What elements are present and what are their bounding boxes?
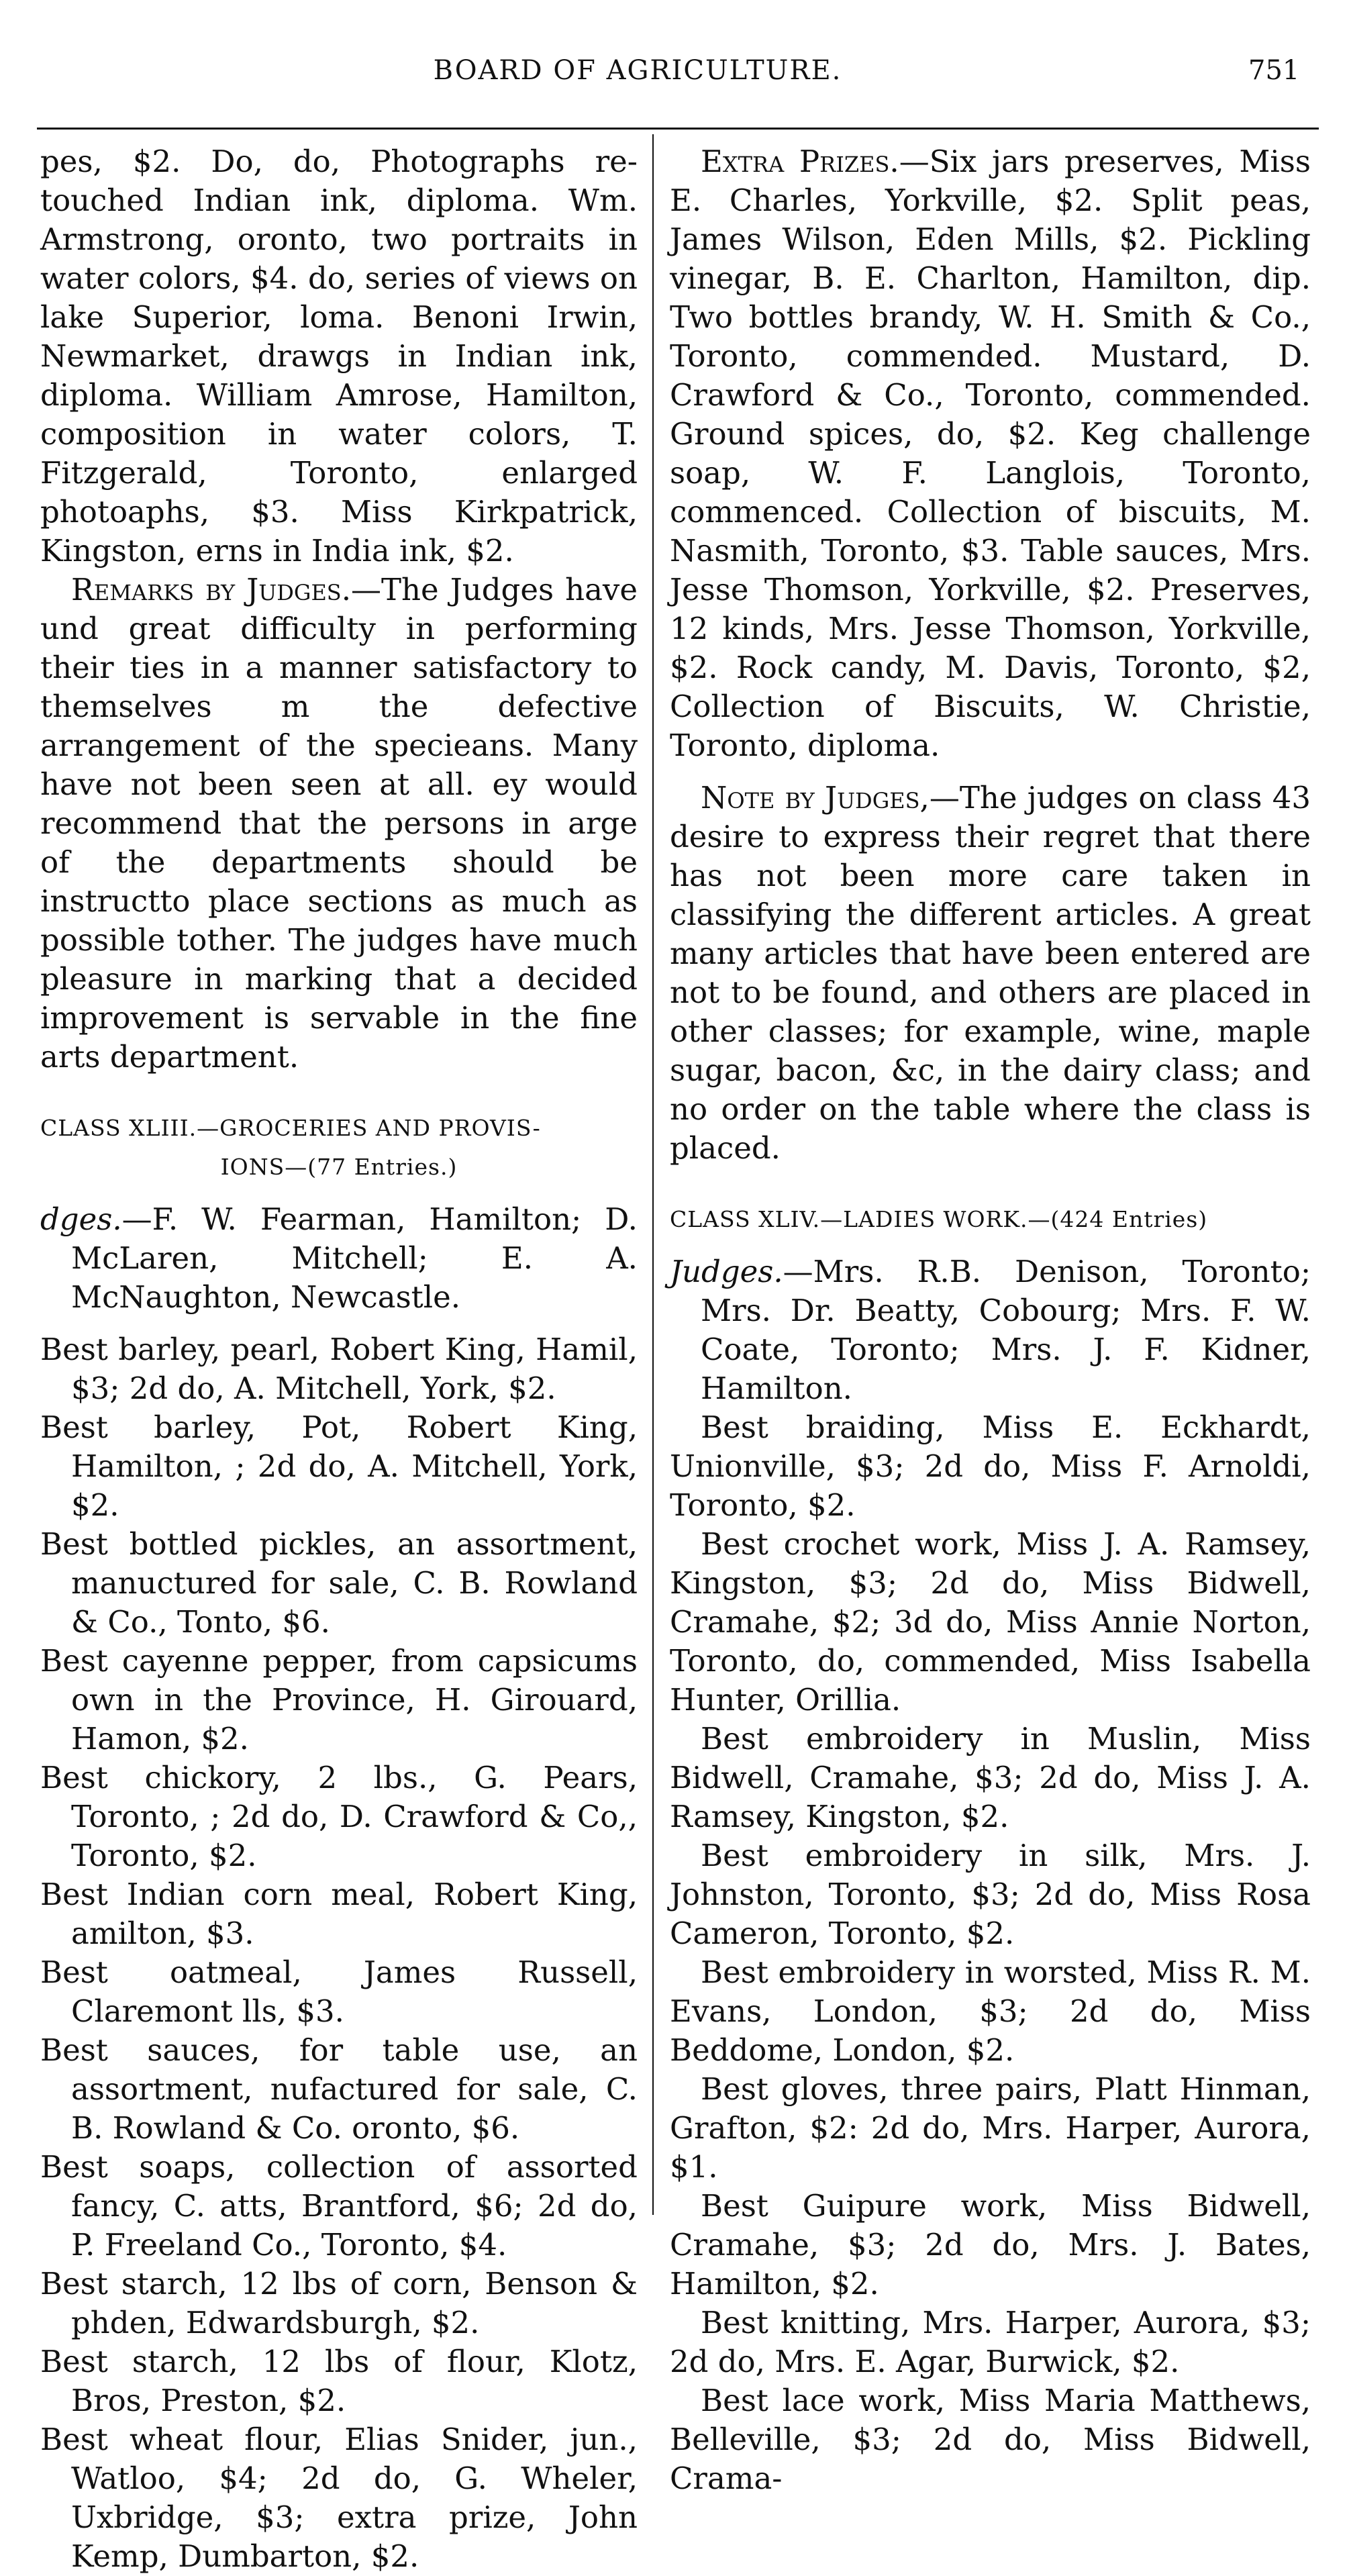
class-heading-line1: CLASS XLIII.—GROCERIES AND PROVIS- (40, 1115, 541, 1141)
list-item: Best oatmeal, James Russell, Claremont lls, $3. (40, 1954, 638, 2029)
note-paragraph (670, 779, 1311, 1168)
right-column (670, 142, 1311, 2498)
list-item: Best embroidery in silk, Mrs. J. Johnston, Toronto, $3; 2d do, Miss Rosa Cameron, Toronto, $2. (670, 1838, 1311, 1951)
note-text: —The judges on class 43 desire to express their regret that there has not been more care taken in classifying the different articles. A great many articles that have been entered are not to be found, and others are placed in other classes; for example, wine, maple sugar, bacon, &c, in the dairy class; and no order on the table where the class is placed. (670, 780, 1311, 1166)
award-list (670, 1408, 1311, 2498)
header-rule (37, 128, 1319, 130)
fine-arts-awards-paragraph: pes, $2. Do, do, Photographs re-touched Indian ink, diploma. Wm. Armstrong, oronto, two portraits in water colors, $4. do, series of views on lake Superior, loma. Benoni Irwin, Newmarket, drawgs in Indian ink, diploma. William Amrose, Hamilton, composition in water colors, T. Fitzgerald, Toronto, enlarged photoaphs, $3. Miss Kirkpatrick, Kingston, erns in India ink, $2. (40, 144, 638, 568)
list-item: Best bottled pickles, an assortment, manuctured for sale, C. B. Rowland & Co., Tonto, $6. (40, 1526, 638, 1640)
column-divider (652, 134, 654, 2215)
list-item: Best braiding, Miss E. Eckhardt, Unionville, $3; 2d do, Miss F. Arnoldi, Toronto, $2. (670, 1409, 1311, 1523)
list-item: Best chickory, 2 lbs., G. Pears, Toronto, ; 2d do, D. Crawford & Co,, Toronto, $2. (40, 1760, 638, 1873)
list-item: Best barley, pearl, Robert King, Hamil, $3; 2d do, A. Mitchell, York, $2. (40, 1332, 638, 1406)
judges-text: —Mrs. R.B. Denison, Toronto; Mrs. Dr. Beatty, Cobourg; Mrs. F. W. Coate, Toronto; Mrs. J. F. Kidner, Hamilton. (701, 1254, 1311, 1406)
list-item: Best crochet work, Miss J. A. Ramsey, Kingston, $3; 2d do, Miss Bidwell, Cramahe, $2; 3d do, Miss Annie Norton, Toronto, do, commended, Miss Isabella Hunter, Orillia. (670, 1526, 1311, 1718)
judges-paragraph (670, 1252, 1311, 1408)
remarks-paragraph (40, 571, 638, 1077)
award-list (40, 1330, 638, 2576)
judges-lead: dges. (40, 1201, 122, 1237)
page-header (0, 0, 1351, 101)
class-heading-xliv: CLASS XLIV.—LADIES WORK.—(424 Entries) (670, 1206, 1208, 1232)
running-title: BOARD OF AGRICULTURE. (433, 55, 842, 86)
extra-prizes-paragraph (670, 142, 1311, 765)
list-item: Best barley, Pot, Robert King, Hamilton, ; 2d do, A. Mitchell, York, $2. (40, 1409, 638, 1523)
class-heading-xliii (40, 1109, 638, 1187)
list-item: Best lace work, Miss Maria Matthews, Belleville, $3; 2d do, Miss Bidwell, Crama- (670, 2383, 1311, 2496)
class-heading-line2: IONS—(77 Entries.) (220, 1154, 458, 1180)
judges-text: —F. W. Fearman, Hamilton; D. McLaren, Mitchell; E. A. McNaughton, Newcastle. (71, 1201, 638, 1315)
judges-paragraph (40, 1200, 638, 1317)
list-item: Best knitting, Mrs. Harper, Aurora, $3; 2d do, Mrs. E. Agar, Burwick, $2. (670, 2305, 1311, 2379)
remarks-lead: Remarks by Judges. (71, 572, 352, 607)
extra-prizes-lead: Extra Prizes. (701, 144, 899, 179)
list-item: Best gloves, three pairs, Platt Hinman, Grafton, $2: 2d do, Mrs. Harper, Aurora, $1. (670, 2071, 1311, 2185)
extra-prizes-text: —Six jars preserves, Miss E. Charles, Yorkville, $2. Split peas, James Wilson, Eden Mills, $2. Pickling vinegar, B. E. Charlton, Hamilton, dip. Two bottles brandy, W. H. Smith & Co., Toronto, commended. Mustard, D. Crawford & Co., Toronto, commended. Ground spices, do, $2. Keg challenge soap, W. F. Langlois, Toronto, commenced. Collection of biscuits, M. Nasmith, Toronto, $3. Table sauces, Mrs. Jesse Thomson, Yorkville, $2. Preserves, 12 kinds, Mrs. Jesse Thomson, Yorkville, $2. Rock candy, M. Davis, Toronto, $2, Collection of Biscuits, W. Christie, Toronto, diploma. (670, 144, 1311, 763)
judges-lead: Judges. (670, 1254, 783, 1289)
list-item: Best embroidery in worsted, Miss R. M. Evans, London, $3; 2d do, Miss Beddome, London, $2. (670, 1954, 1311, 2068)
list-item: Best starch, 12 lbs of corn, Benson & phden, Edwardsburgh, $2. (40, 2266, 638, 2340)
note-lead: Note by Judges, (701, 780, 930, 815)
list-item: Best Guipure work, Miss Bidwell, Cramahe, $3; 2d do, Mrs. J. Bates, Hamilton, $2. (670, 2188, 1311, 2301)
list-item: Best soaps, collection of assorted fancy, C. atts, Brantford, $6; 2d do, P. Freeland Co., Toronto, $4. (40, 2149, 638, 2263)
list-item: Best starch, 12 lbs of flour, Klotz, Bros, Preston, $2. (40, 2344, 638, 2418)
list-item: Best wheat flour, Elias Snider, jun., Watloo, $4; 2d do, G. Wheler, Uxbridge, $3; extra prize, John Kemp, Dumbarton, $2. (40, 2422, 638, 2574)
list-item: Best cayenne pepper, from capsicums own in the Province, H. Girouard, Hamon, $2. (40, 1643, 638, 1756)
list-item: Best Indian corn meal, Robert King, amilton, $3. (40, 1877, 638, 1951)
list-item: Best sauces, for table use, an assortment, nufactured for sale, C. B. Rowland & Co. oronto, $6. (40, 2032, 638, 2146)
remarks-text: —The Judges have und great difficulty in performing their ties in a manner satisfactory to themselves m the defective arrangement of the specieans. Many have not been seen at all. ey would recommend that the persons in arge of the departments should be instructto place sections as much as possible tother. The judges have much pleasure in marking that a decided improvement is servable in the fine arts department. (40, 572, 638, 1075)
list-item: Best embroidery in Muslin, Miss Bidwell, Cramahe, $3; 2d do, Miss J. A. Ramsey, Kingston, $2. (670, 1721, 1311, 1834)
left-column (40, 142, 638, 2576)
page-number: 751 (1248, 55, 1300, 86)
